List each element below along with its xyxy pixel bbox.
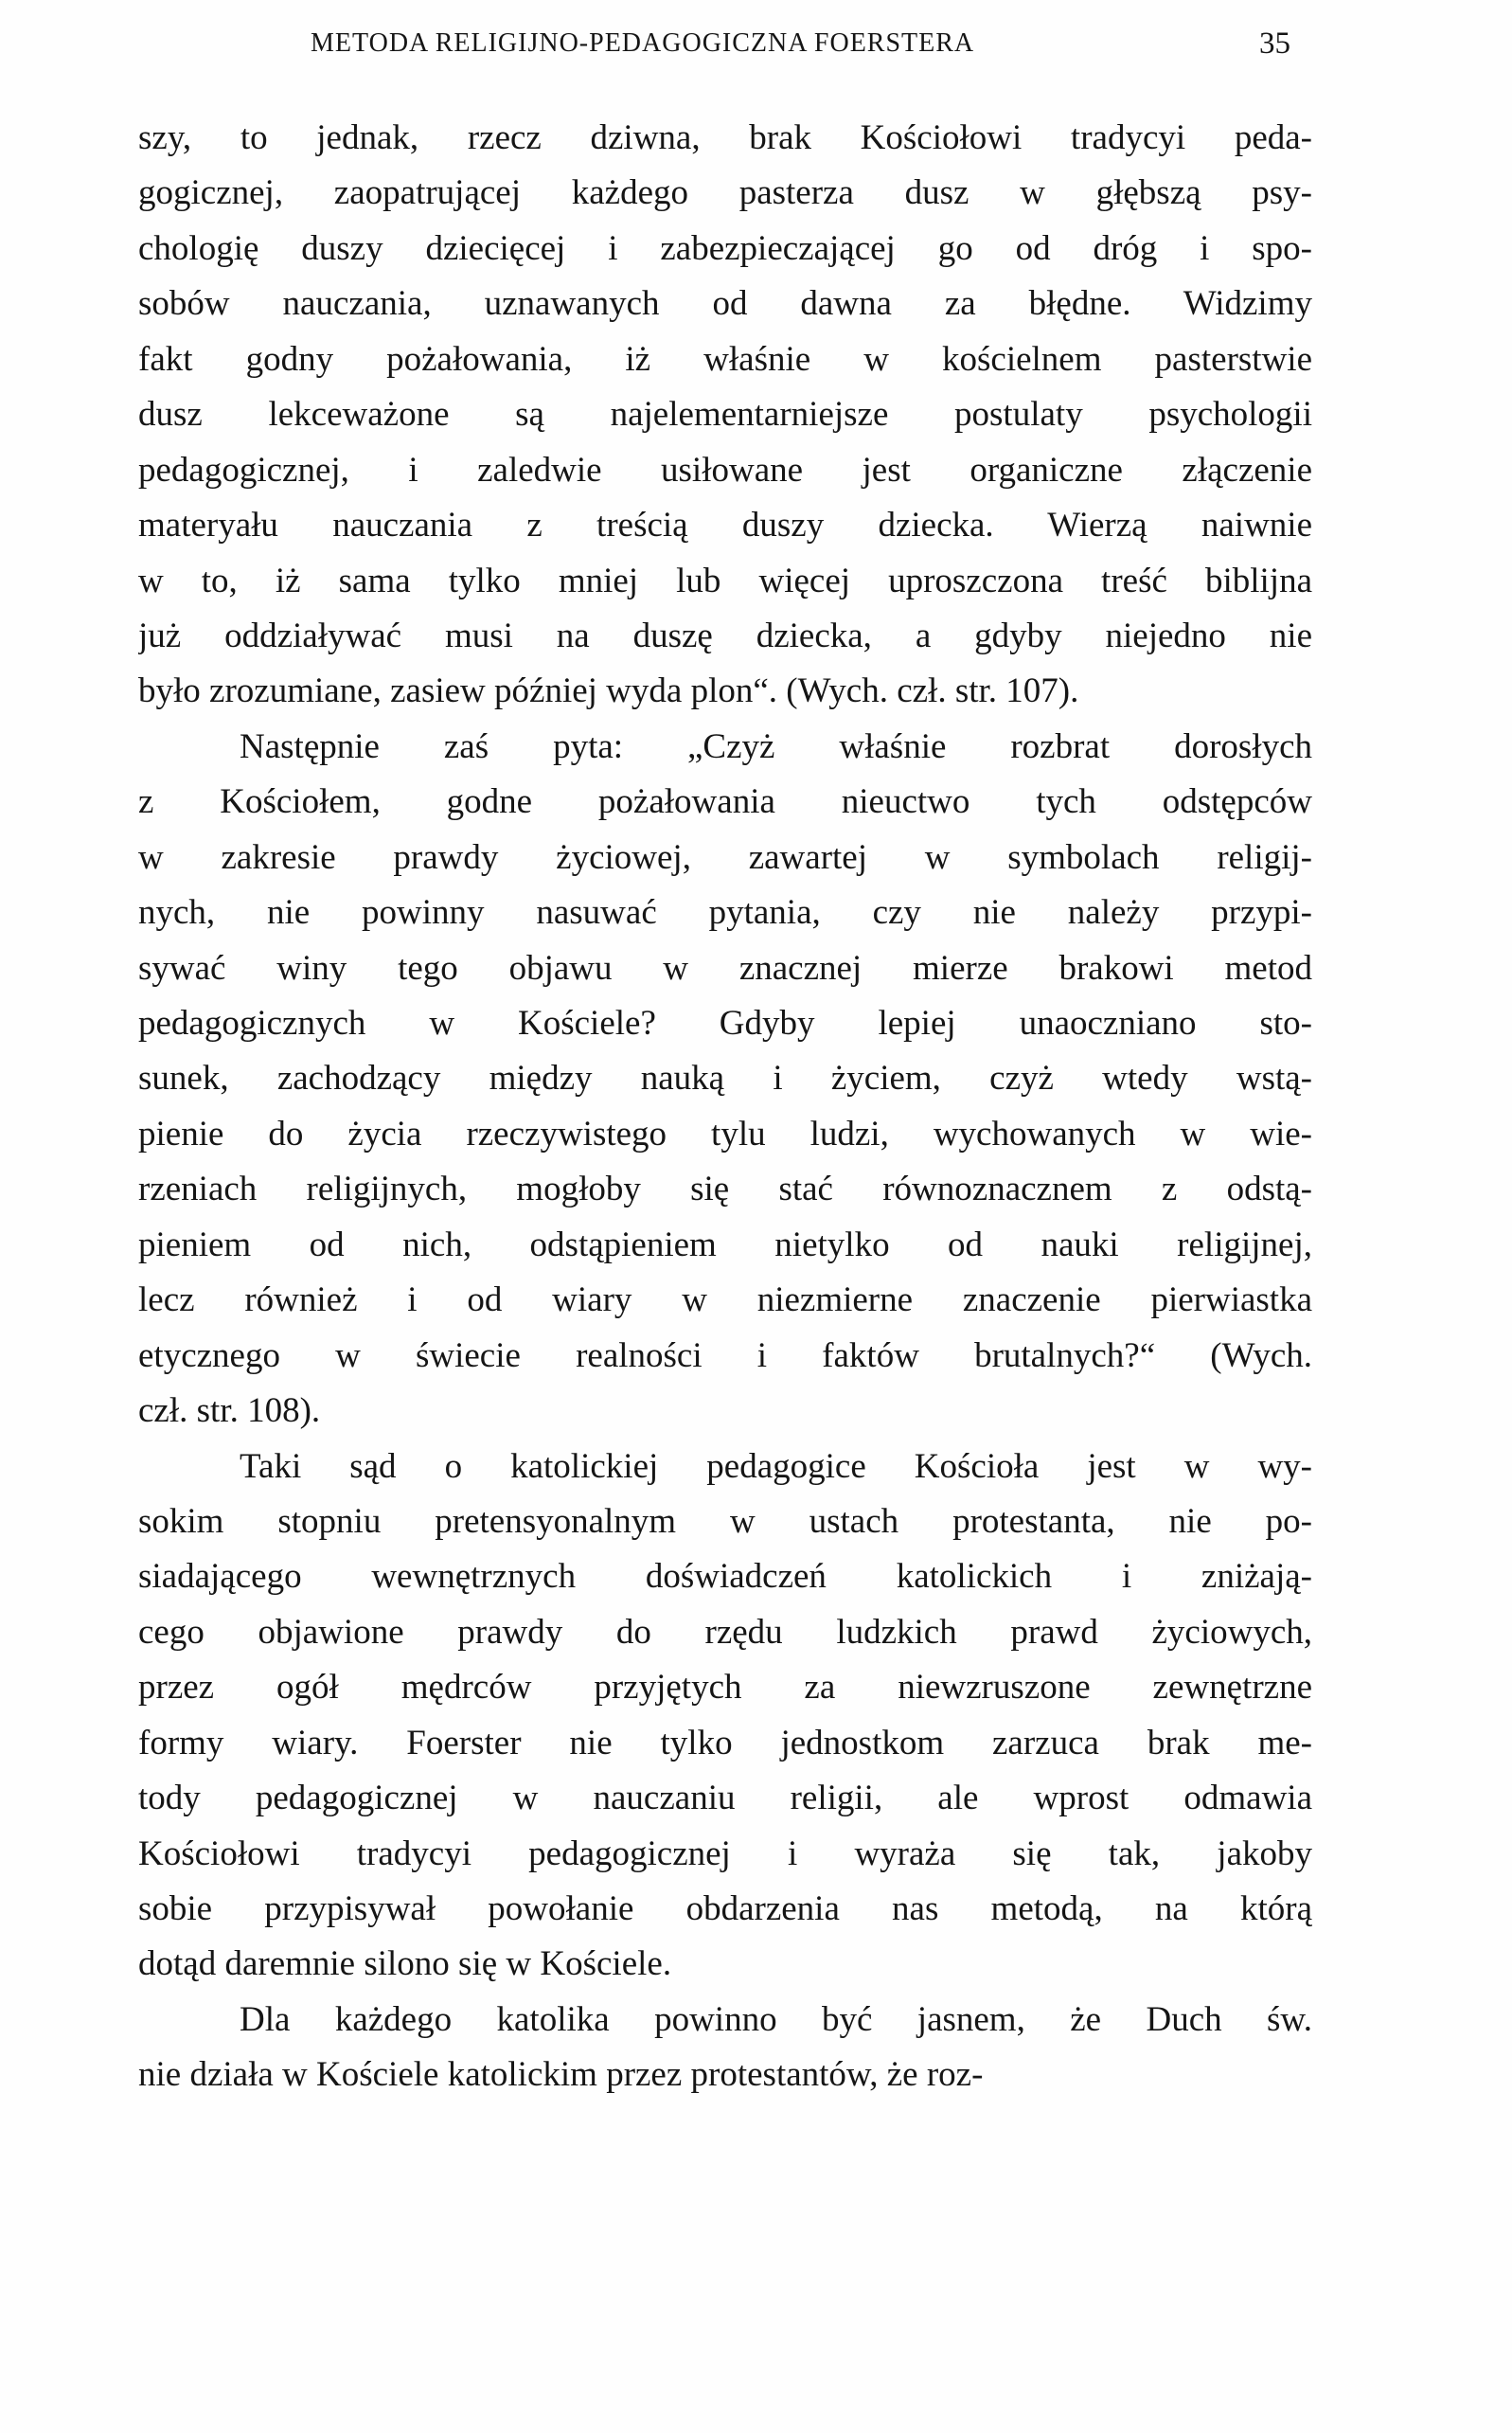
text-line: Dla każdego katolika powinno być jasnem, że Duch św. <box>240 1999 1312 2039</box>
text-line: lecz również i od wiary w niezmierne znaczenie pierwiastka <box>138 1280 1312 1320</box>
text-line: już oddziaływać musi na duszę dziecka, a gdyby niejedno nie <box>138 616 1312 655</box>
text-line: fakt godny pożałowania, iż właśnie w kościelnem pasterstwie <box>138 339 1312 379</box>
text-line: Kościołowi tradycyi pedagogicznej i wyraża się tak, jakoby <box>138 1834 1312 1873</box>
text-line: pieniem od nich, odstąpieniem nietylko od nauki religijnej, <box>138 1225 1312 1264</box>
paragraph <box>138 1440 1312 1993</box>
text-line: przez ogół mędrców przyjętych za niewzruszone zewnętrzne <box>138 1668 1312 1708</box>
text-line: dotąd daremnie silono się w Kościele. <box>138 1944 672 1984</box>
text-line: cego objawione prawdy do rzędu ludzkich prawd życiowych, <box>138 1612 1312 1652</box>
text-line: materyału nauczania z treścią duszy dziecka. Wierzą naiwnie <box>138 506 1312 546</box>
paragraph <box>138 1993 1312 2103</box>
text-line: w zakresie prawdy życiowej, zawartej w symbolach religij- <box>138 837 1312 877</box>
text-line: sobie przypisywał powołanie obdarzenia nas metodą, na którą <box>138 1889 1312 1928</box>
page-number: 35 <box>1259 27 1290 61</box>
text-line: sywać winy tego objawu w znacznej mierze brakowi metod <box>138 948 1312 988</box>
text-line: siadającego wewnętrznych doświadczeń katolickich i zniżają- <box>138 1557 1312 1597</box>
body-text <box>138 111 1312 2103</box>
text-line: pedagogicznej, i zaledwie usiłowane jest organiczne złączenie <box>138 450 1312 490</box>
text-line: Taki sąd o katolickiej pedagogice Kościoła jest w wy- <box>240 1446 1312 1486</box>
text-line: z Kościołem, godne pożałowania nieuctwo tych odstępców <box>138 782 1312 822</box>
text-line: etycznego w świecie realności i faktów brutalnych?“ (Wych. <box>138 1335 1312 1375</box>
text-line: szy, to jednak, rzecz dziwna, brak Kościołowi tradycyi peda- <box>138 118 1312 157</box>
text-line: pienie do życia rzeczywistego tylu ludzi, wychowanych w wie- <box>138 1114 1312 1154</box>
text-line: rzeniach religijnych, mogłoby się stać równoznacznem z odstą- <box>138 1170 1312 1209</box>
text-line: sokim stopniu pretensyonalnym w ustach protestanta, nie po- <box>138 1501 1312 1541</box>
running-head <box>0 25 1512 81</box>
text-line: było zrozumiane, zasiew później wyda plon“. (Wych. czł. str. 107). <box>138 671 1079 711</box>
paragraph <box>138 111 1312 720</box>
text-line: nie działa w Kościele katolickim przez protestantów, że roz- <box>138 2055 984 2095</box>
text-line: tody pedagogicznej w nauczaniu religii, ale wprost odmawia <box>138 1779 1312 1818</box>
text-line: w to, iż sama tylko mniej lub więcej uproszczona treść biblijna <box>138 561 1312 600</box>
text-line: formy wiary. Foerster nie tylko jednostkom zarzuca brak me- <box>138 1723 1312 1762</box>
text-line: sunek, zachodzący między nauką i życiem, czyż wtedy wstą- <box>138 1059 1312 1099</box>
text-line: sobów nauczania, uznawanych od dawna za błędne. Widzimy <box>138 284 1312 324</box>
running-title: METODA RELIGIJNO-PEDAGOGICZNA FOERSTERA <box>311 28 975 58</box>
text-line: dusz lekceważone są najelementarniejsze postulaty psychologii <box>138 395 1312 435</box>
text-line: gogicznej, zaopatrującej każdego pasterza dusz w głębszą psy- <box>138 173 1312 213</box>
text-line: chologię duszy dziecięcej i zabezpieczającej go od dróg i spo- <box>138 228 1312 268</box>
paragraph <box>138 720 1312 1440</box>
text-line: Następnie zaś pyta: „Czyż właśnie rozbrat dorosłych <box>240 726 1312 766</box>
text-line: pedagogicznych w Kościele? Gdyby lepiej unaoczniano sto- <box>138 1004 1312 1043</box>
text-line: czł. str. 108). <box>138 1391 321 1431</box>
text-line: nych, nie powinny nasuwać pytania, czy nie należy przypi- <box>138 893 1312 933</box>
